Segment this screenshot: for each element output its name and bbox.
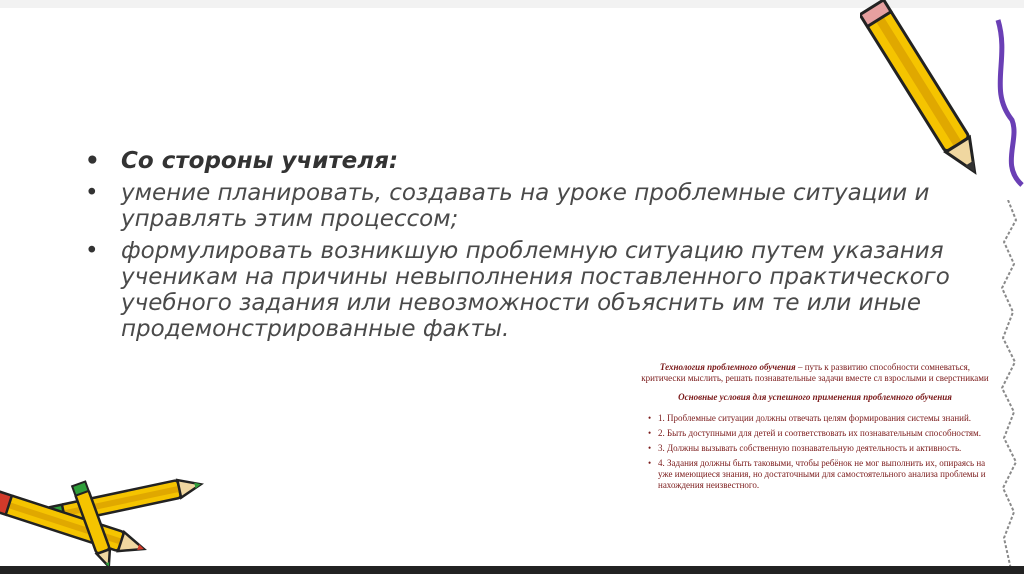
notes-list-item: • 3. Должны вызывать собственную познавательную деятельность и активность.	[658, 443, 990, 454]
notes-list-item: • 2. Быть доступными для детей и соответствовать их познавательным способностям.	[658, 428, 990, 439]
notes-list-item: • 1. Проблемные ситуации должны отвечать целям формирования системы знаний.	[658, 413, 990, 424]
notes-intro	[640, 362, 990, 384]
notes-list-item: • 4. Задания должны быть таковыми, чтобы ребёнок не мог выполнить их, опираясь на уже имеющиеся знания, но достаточными для самостоятельного анализа проблемы и нахождения неизвестного.	[658, 458, 990, 491]
crossed-pencils-icon	[0, 455, 210, 567]
bottom-band	[0, 566, 1024, 574]
notes-block	[640, 362, 990, 495]
notes-subheading: Основные условия для успешного применения проблемного обучения	[678, 392, 952, 402]
notes-list	[640, 413, 990, 491]
bullet-heading: • Со стороны учителя:	[85, 148, 965, 174]
notes-intro-term: Технология проблемного обучения	[659, 362, 796, 372]
torn-paper-edge	[994, 200, 1024, 574]
bullet-item: • формулировать возникшую проблемную ситуацию путем указания ученикам на причины невыполнения поставленного практического учебного задания или невозможности объяснить им те или иные продемонстрированные факты.	[85, 238, 965, 342]
main-bullet-list	[85, 148, 965, 348]
bullet-item: • умение планировать, создавать на уроке проблемные ситуации и управлять этим процессом;	[85, 180, 965, 232]
notes-intro-text: – путь к развитию способности сомневаться, критически мыслить, решать познавательные задачи вместе сл взрослыми и сверстниками	[641, 362, 989, 383]
